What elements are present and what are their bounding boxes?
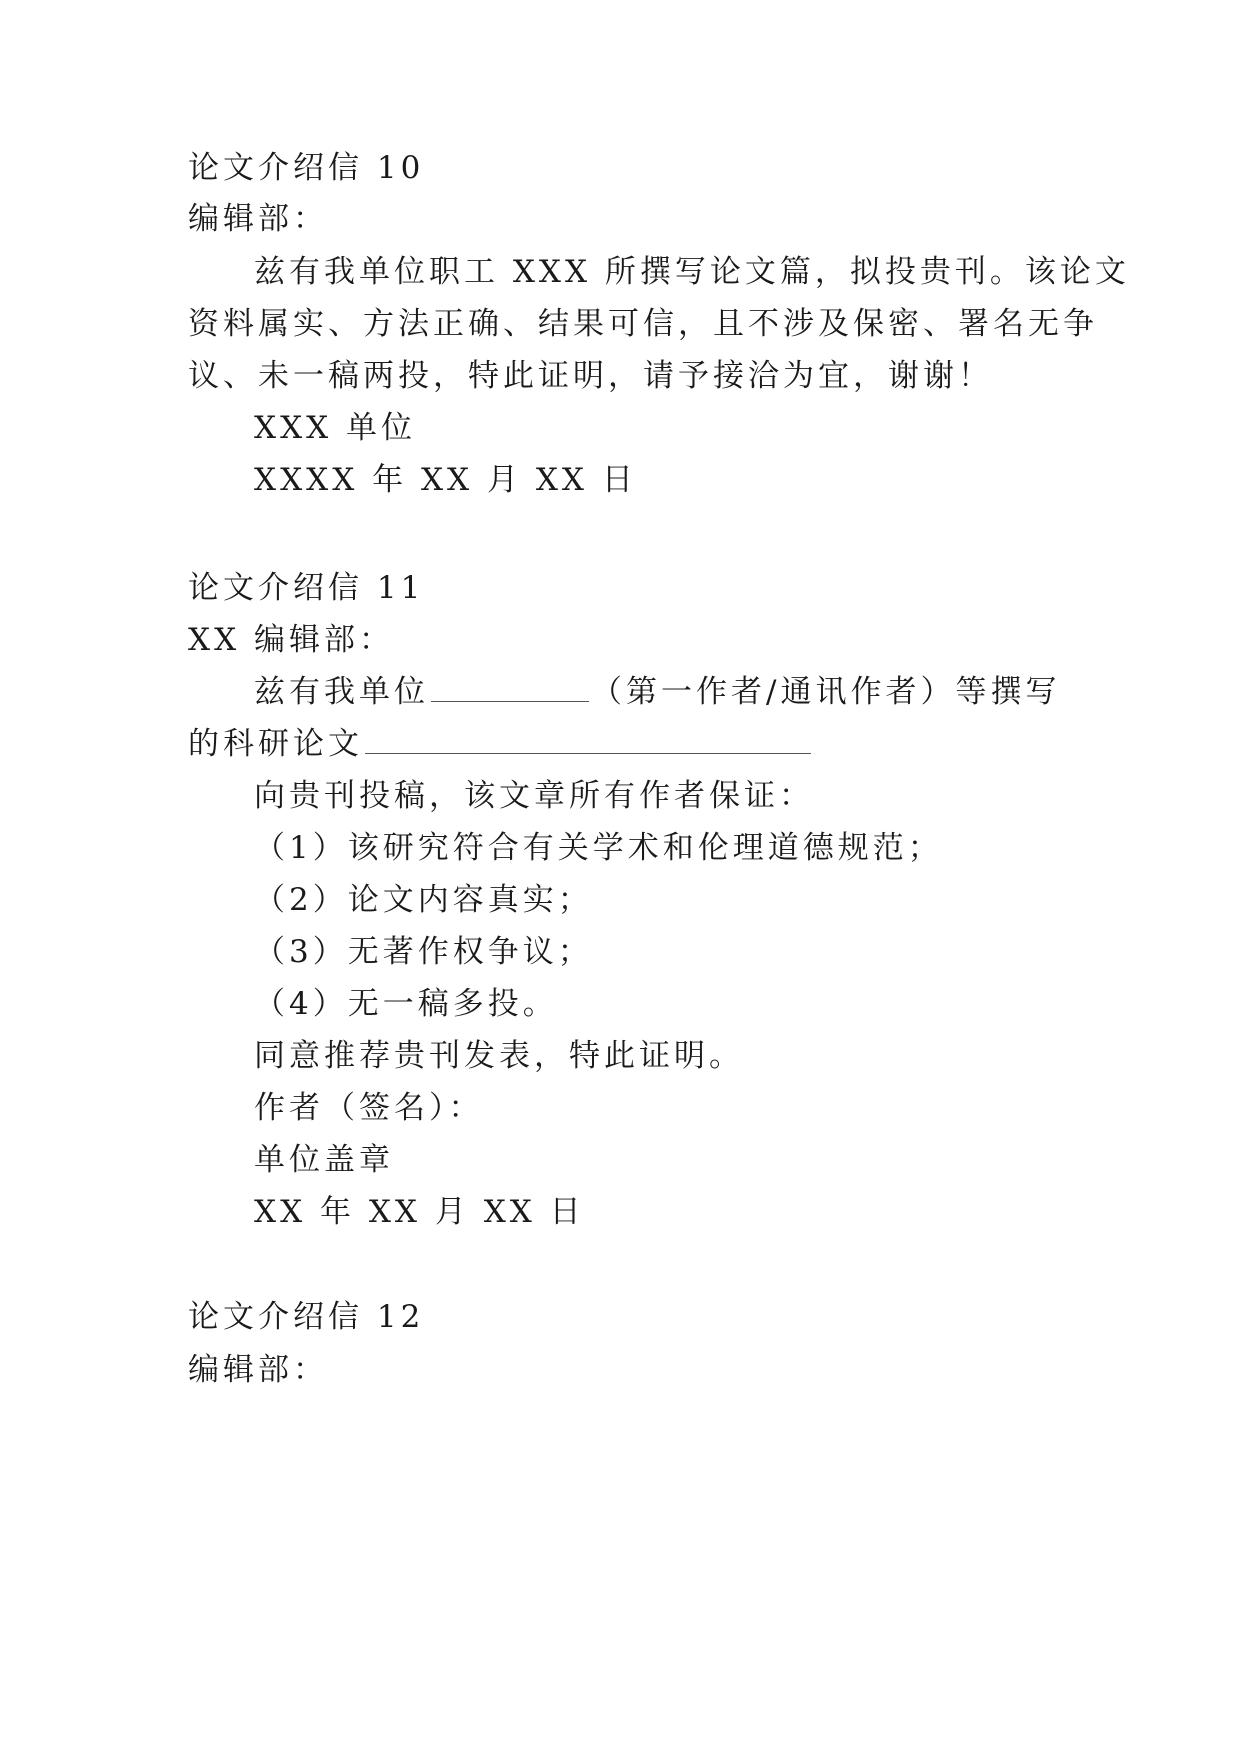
letter11-body-line2 (188, 724, 1058, 764)
letter10-signature-org: XXX 单位 (254, 410, 417, 446)
letter11-body-line1-post: （第一作者/通讯作者）等撰写 (591, 674, 1061, 710)
letter10-body-line2: 资料属实、方法正确、结果可信，且不涉及保密、署名无争 (188, 306, 1098, 342)
author-name-blank (431, 673, 589, 702)
letter11-org-seal: 单位盖章 (254, 1142, 394, 1178)
letter11-closing: 同意推荐贵刊发表，特此证明。 (254, 1038, 744, 1074)
letter11-item-1: （1）该研究符合有关学术和伦理道德规范； (254, 830, 943, 866)
letter10-signature-date: XXXX 年 XX 月 XX 日 (254, 462, 637, 498)
letter11-item-3: （3）无著作权争议； (254, 934, 593, 970)
letter11-body-line1 (254, 672, 1124, 712)
letter11-item-4: （4）无一稿多投。 (254, 986, 558, 1022)
letter12-title: 论文介绍信 12 (188, 1299, 425, 1335)
paper-title-blank (365, 725, 811, 754)
letter10-body-line3: 议、未一稿两投，特此证明，请予接洽为宜，谢谢！ (188, 358, 993, 394)
letter10-title: 论文介绍信 10 (188, 150, 425, 186)
letter11-author-sign: 作者（签名）： (254, 1090, 484, 1126)
letter11-body-line3: 向贵刊投稿，该文章所有作者保证： (254, 778, 814, 814)
letter11-item-2: （2）论文内容真实； (254, 882, 593, 918)
letter12-salutation: 编辑部： (188, 1352, 328, 1388)
letter11-body-line2-pre: 的科研论文 (188, 726, 363, 762)
letter10-salutation: 编辑部： (188, 201, 328, 237)
letter11-title: 论文介绍信 11 (188, 570, 425, 606)
letter11-date: XX 年 XX 月 XX 日 (254, 1194, 585, 1230)
letter11-body-line1-pre: 兹有我单位 (254, 674, 429, 710)
letter10-body-line1: 兹有我单位职工 XXX 所撰写论文篇，拟投贵刊。该论文 (254, 254, 1130, 290)
letter11-salutation: XX 编辑部： (188, 622, 394, 658)
